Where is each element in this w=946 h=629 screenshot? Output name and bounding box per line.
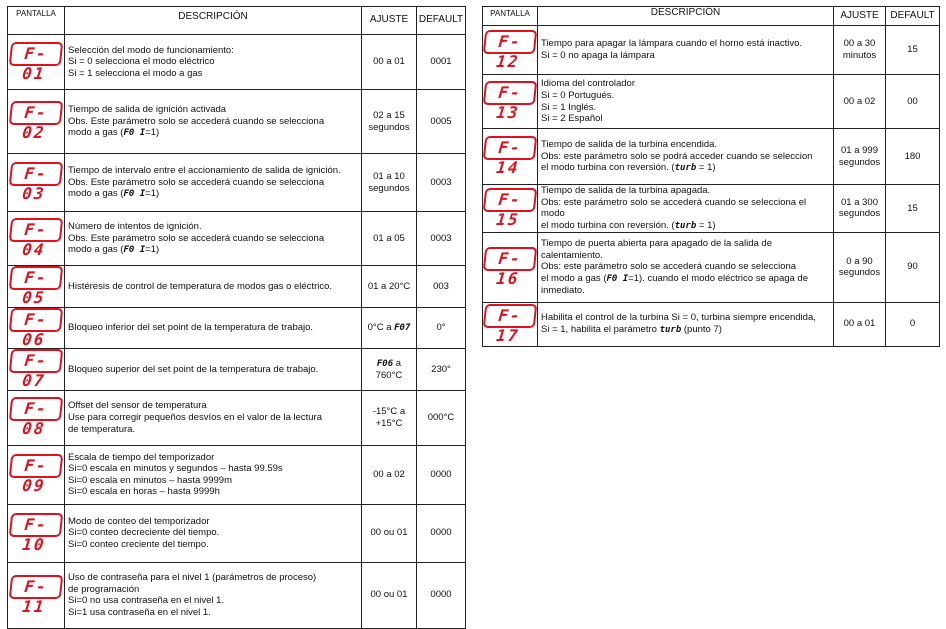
default-value: 90 [886, 232, 940, 302]
ajuste-value: 01 a 10 segundos [362, 154, 417, 212]
col-header-descripcion: DESCRIPCIÓN [65, 7, 362, 35]
ajuste-value: -15°C a +15°C [362, 390, 417, 445]
description: Histéresis de control de temperatura de modos gas o eléctrico. [65, 266, 362, 308]
ajuste-value: 00 a 02 [834, 75, 886, 129]
description: Modo de conteo del temporizador Si=0 conteo decreciente del tiempo. Si=0 conteo creciente del tiempo. [65, 504, 362, 562]
description: Tiempo de puerta abierta para apagado de la salida de calentamiento. Obs: este parámetro solo se accederá cuando se selecciona el modo a gas (F0 I=1). cuando el modo eléctrico se apaga de inmediato. [538, 232, 834, 302]
ajuste-value: 00 ou 01 [362, 562, 417, 628]
table-row [483, 232, 940, 302]
table-row [8, 90, 466, 154]
col-header-pantalla: PANTALLA [8, 7, 65, 35]
display-code: F-11 [9, 575, 64, 599]
description: Uso de contraseña para el nivel 1 (parámetros de proceso) de programación Si=0 no usa contraseña en el nivel 1. Si=1 usa contraseña en el nivel 1. [65, 562, 362, 628]
table-row [8, 307, 466, 349]
description: Bloqueo inferior del set point de la temperatura de trabajo. [65, 307, 362, 349]
description: Offset del sensor de temperatura Use para corregir pequeños desvíos en el valor de la lectura de temperatura. [65, 390, 362, 445]
display-code: F-17 [483, 304, 538, 328]
description: Habilita el control de la turbina Si = 0, turbina siempre encendida, Si = 1, habilita el parámetro turb (punto 7) [538, 302, 834, 346]
display-code: F-02 [9, 101, 64, 125]
description: Tiempo de salida de la turbina apagada. Obs: este parámetro solo se accederá cuando se selecciona el modo el modo turbina con reversión. (turb = 1) [538, 185, 834, 233]
description: Idioma del controlador Si = 0 Portugués. Si = 1 Inglés. Si = 2 Español [538, 75, 834, 129]
default-value: 0001 [417, 35, 466, 90]
col-header-ajuste: AJUSTE [362, 7, 417, 35]
default-value: 00 [886, 75, 940, 129]
description: Tiempo de intervalo entre el accionamiento de salida de ignición. Obs. Este parámetro solo se accederá cuando se selecciona modo a gas (F0 I=1) [65, 154, 362, 212]
default-value: 0000 [417, 445, 466, 504]
col-header-default: DEFAULT [886, 7, 940, 26]
display-code: F-04 [9, 218, 64, 242]
table-row [483, 129, 940, 185]
default-value: 180 [886, 129, 940, 185]
ajuste-value: 00 a 01 [362, 35, 417, 90]
display-code: F-05 [9, 266, 64, 290]
default-value: 0° [417, 307, 466, 349]
ajuste-value: 01 a 05 [362, 212, 417, 266]
description: Tiempo de salida de la turbina encendida. Obs: este parámetro solo se podrá acceder cuando se seleccion el modo turbina con reversión. (turb = 1) [538, 129, 834, 185]
table-row [8, 266, 466, 308]
description: Número de intentos de ignición. Obs. Este parámetro solo se accederá cuando se selecciona modo a gas (F0 I=1) [65, 212, 362, 266]
left-header-row [8, 7, 466, 35]
right-header-row [483, 7, 940, 26]
ajuste-value: 00 a 01 [834, 302, 886, 346]
default-value: 0 [886, 302, 940, 346]
table-row [483, 75, 940, 129]
description: Tiempo para apagar la lámpara cuando el horno está inactivo. Si = 0 no apaga la lámpara [538, 26, 834, 75]
ajuste-value: 00 a 02 [362, 445, 417, 504]
display-code: F-09 [9, 454, 64, 478]
default-value: 003 [417, 266, 466, 308]
ajuste-value: 0°C a F07 [362, 307, 417, 349]
display-code: F-14 [483, 136, 538, 160]
right-parameter-table [482, 6, 940, 347]
table-row [483, 26, 940, 75]
ajuste-value: F06 a 760°C [362, 349, 417, 391]
ajuste-value: 02 a 15 segundos [362, 90, 417, 154]
default-value: 0000 [417, 562, 466, 628]
ajuste-value: 01 a 300 segundos [834, 185, 886, 233]
table-row [483, 185, 940, 233]
default-value: 0003 [417, 154, 466, 212]
description: Bloqueo superior del set point de la temperatura de trabajo. [65, 349, 362, 391]
default-value: 000°C [417, 390, 466, 445]
default-value: 0003 [417, 212, 466, 266]
display-code: F-13 [483, 81, 538, 105]
description: Tiempo de salida de ignición activada Obs. Este parámetro solo se accederá cuando se selecciona modo a gas (F0 I=1) [65, 90, 362, 154]
default-value: 15 [886, 185, 940, 233]
col-header-pantalla: PANTALLA [483, 7, 538, 26]
col-header-default: DEFAULT [417, 7, 466, 35]
col-header-ajuste: AJUSTE [834, 7, 886, 26]
display-code: F-12 [483, 30, 538, 54]
table-row [8, 154, 466, 212]
table-row [8, 212, 466, 266]
left-parameter-table [7, 6, 466, 629]
ajuste-value: 01 a 20°C [362, 266, 417, 308]
default-value: 15 [886, 26, 940, 75]
table-row [8, 390, 466, 445]
ajuste-value: 00 ou 01 [362, 504, 417, 562]
display-code: F-01 [9, 42, 64, 66]
display-code: F-07 [9, 349, 64, 373]
ajuste-value: 0 a 90 segundos [834, 232, 886, 302]
display-code: F-06 [9, 308, 64, 332]
table-row [8, 349, 466, 391]
description: Selección del modo de funcionamiento: Si = 0 selecciona el modo eléctrico Si = 1 selecciona el modo a gas [65, 35, 362, 90]
ajuste-value: 00 a 30 minutos [834, 26, 886, 75]
description: Escala de tiempo del temporizador Si=0 escala en minutos y segundos – hasta 99.59s Si=0 escala en minutos – hasta 9999m Si=0 escala en horas – hasta 9999h [65, 445, 362, 504]
default-value: 230° [417, 349, 466, 391]
table-row [8, 35, 466, 90]
display-code: F-16 [483, 247, 538, 271]
default-value: 0005 [417, 90, 466, 154]
table-row [8, 504, 466, 562]
table-row [483, 302, 940, 346]
display-code: F-03 [9, 162, 64, 186]
ajuste-value: 01 a 999 segundos [834, 129, 886, 185]
table-row [8, 445, 466, 504]
display-code: F-08 [9, 397, 64, 421]
display-code: F-10 [9, 513, 64, 537]
table-row [8, 562, 466, 628]
display-code: F-15 [483, 188, 538, 212]
default-value: 0000 [417, 504, 466, 562]
col-header-descripcion: DESCRIPCIÓN [538, 7, 834, 26]
